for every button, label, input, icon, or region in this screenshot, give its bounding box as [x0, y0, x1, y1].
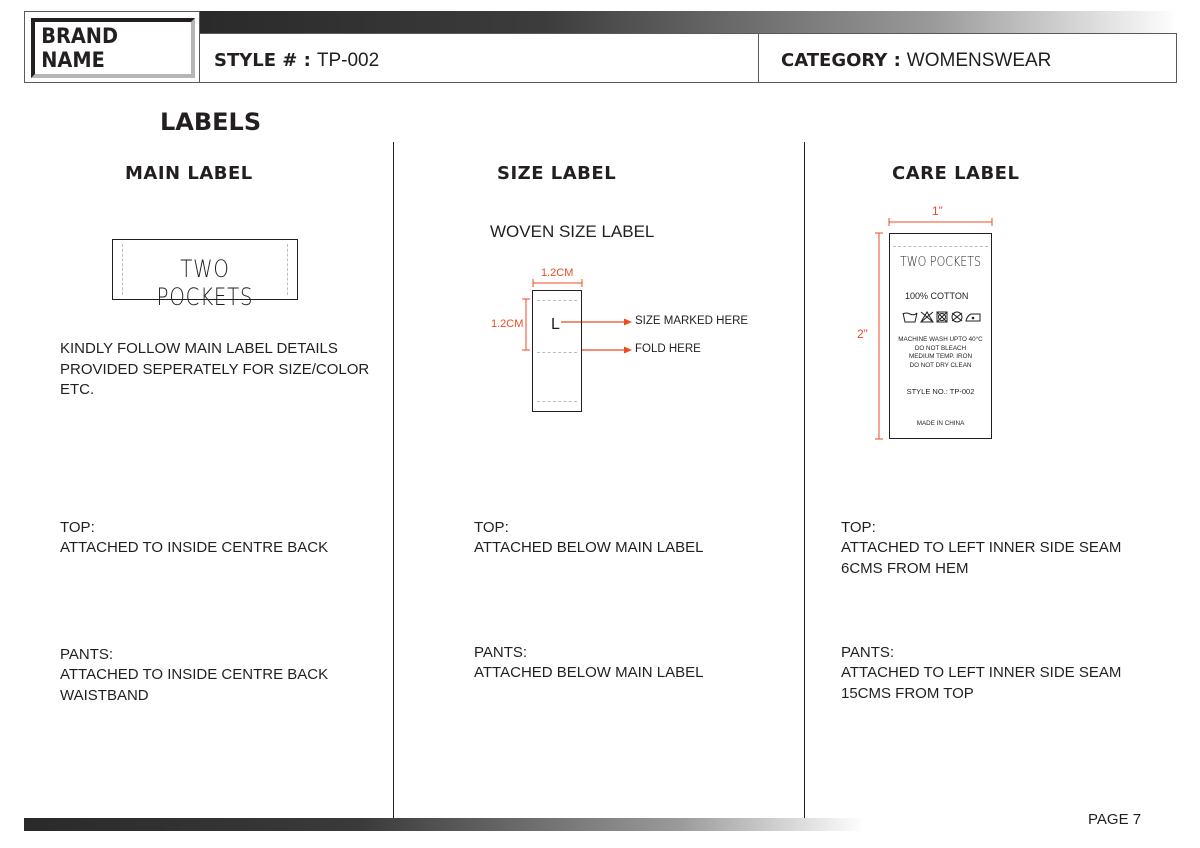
brand-box — [24, 11, 200, 83]
care-label-illustration — [889, 233, 992, 439]
care-label-logo: TWO POCKETS — [899, 254, 982, 270]
care-line-2: DO NOT BLEACH — [914, 344, 967, 352]
page-number: PAGE 7 — [1088, 811, 1142, 828]
size-label-top-text: ATTACHED BELOW MAIN LABEL — [474, 539, 704, 556]
size-label-title: SIZE LABEL — [497, 163, 617, 184]
main-label-title: MAIN LABEL — [125, 163, 253, 184]
fold-line — [537, 352, 577, 353]
care-line-3: MEDIUM TEMP. IRON — [908, 353, 973, 360]
header-divider — [758, 33, 759, 83]
style-number — [214, 50, 379, 72]
size-label-pants-text: ATTACHED BELOW MAIN LABEL — [474, 664, 704, 681]
care-label-top-heading: TOP: — [841, 519, 876, 536]
main-label-top-heading: TOP: — [60, 519, 95, 536]
brand-name: BRAND NAME — [41, 24, 119, 72]
brand-frame — [31, 18, 195, 78]
main-label-pants-text: ATTACHED TO INSIDE CENTRE BACK WAISTBAND — [60, 666, 329, 704]
stitch-line-top — [537, 300, 577, 301]
style-value: TP-002 — [316, 50, 380, 71]
size-label-top-heading: TOP: — [474, 519, 509, 536]
care-composition: 100% COTTON — [905, 291, 969, 301]
header-gradient-bar — [200, 11, 1178, 33]
main-label-top-text: ATTACHED TO INSIDE CENTRE BACK — [60, 539, 329, 556]
stitch-line-right — [287, 244, 288, 295]
stitch-line-left — [122, 244, 123, 295]
main-label-logo: TWO POCKETS — [156, 255, 254, 311]
size-label-pants-heading: PANTS: — [474, 644, 528, 661]
column-divider-2 — [804, 142, 805, 818]
column-divider-1 — [393, 142, 394, 818]
care-symbols — [902, 310, 986, 324]
care-width-dimension: 1” — [932, 204, 943, 218]
care-instructions — [890, 336, 991, 370]
care-stitch-line-top — [893, 246, 988, 247]
footer-gradient-bar — [24, 818, 864, 831]
category — [781, 50, 1051, 72]
main-label-illustration — [112, 239, 298, 311]
size-height-dimension: 1.2CM — [491, 318, 524, 330]
care-origin: MADE IN CHINA — [916, 420, 965, 427]
main-label-note: KINDLY FOLLOW MAIN LABEL DETAILS PROVIDED SEPERATELY FOR SIZE/COLOR ETC. — [60, 340, 370, 398]
care-label-pants-heading: PANTS: — [841, 644, 895, 661]
care-label-title: CARE LABEL — [892, 163, 1020, 184]
size-letter: L — [551, 316, 560, 333]
main-label-pants-heading: PANTS: — [60, 646, 114, 663]
size-marked-callout: SIZE MARKED HERE — [635, 315, 749, 327]
page-title: LABELS — [160, 108, 262, 136]
size-label-dimension-lines — [480, 262, 760, 422]
care-line-4: DO NOT DRY CLEAN — [909, 361, 972, 369]
care-label-pants-text-2: 15CMS FROM TOP — [841, 685, 974, 702]
stitch-line-bottom — [537, 401, 577, 402]
style-label: STYLE # : — [214, 50, 311, 71]
care-style-no: STYLE NO.: TP-002 — [906, 387, 975, 396]
care-label-pants-text-1: ATTACHED TO LEFT INNER SIDE SEAM — [841, 664, 1122, 681]
size-label-illustration — [532, 290, 582, 412]
size-label-subtitle: WOVEN SIZE LABEL — [490, 222, 655, 241]
care-label-top-text-1: ATTACHED TO LEFT INNER SIDE SEAM — [841, 539, 1122, 556]
category-value: WOMENSWEAR — [906, 50, 1052, 71]
category-label: CATEGORY : — [781, 50, 901, 71]
size-width-dimension: 1.2CM — [541, 267, 574, 279]
fold-callout: FOLD HERE — [635, 343, 701, 355]
care-height-dimension: 2” — [857, 327, 868, 341]
care-label-top-text-2: 6CMS FROM HEM — [841, 560, 969, 577]
care-line-1: MACHINE WASH UPTO 40°C — [898, 336, 983, 343]
